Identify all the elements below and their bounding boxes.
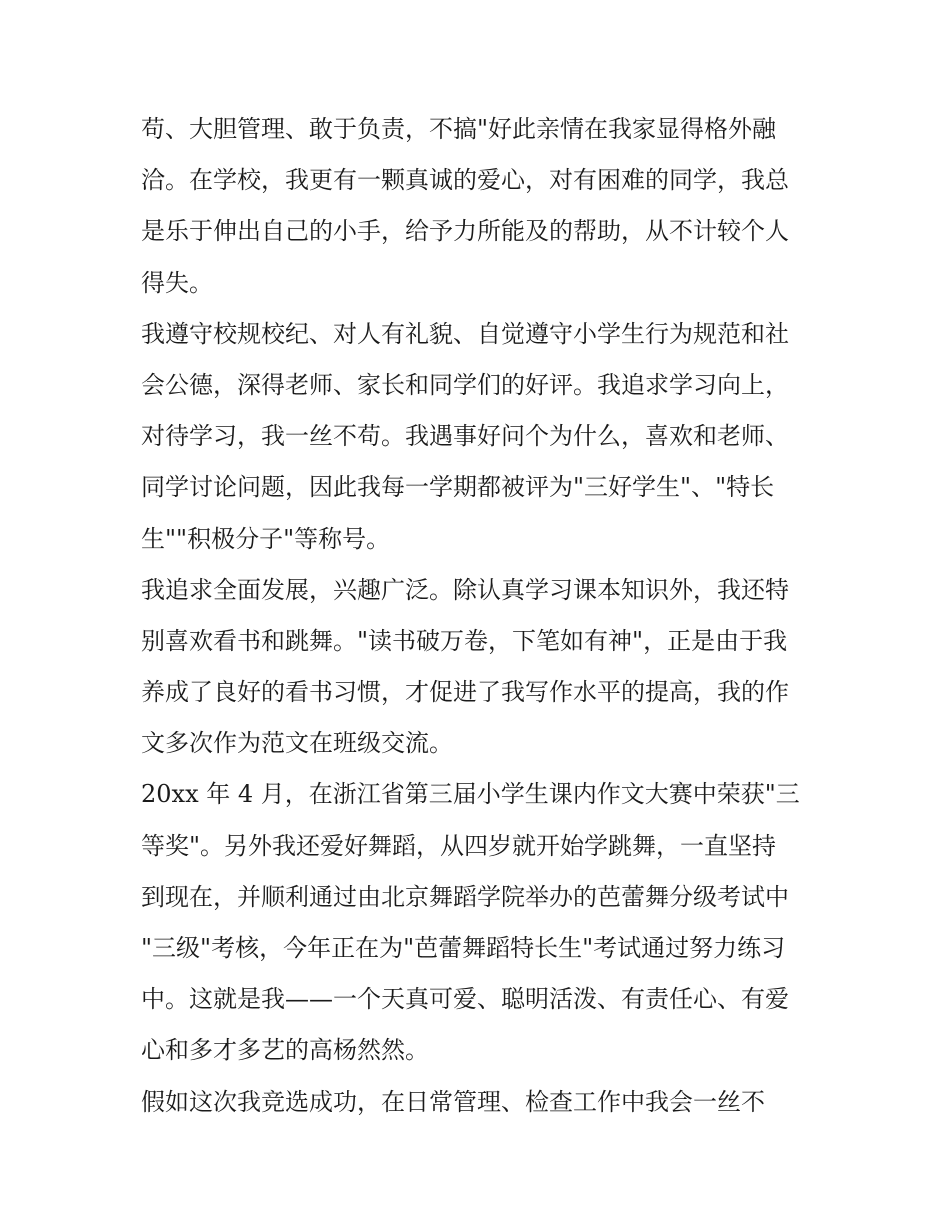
text-line: "三级"考核，今年正在为"芭蕾舞蹈特长生"考试通过努力练习 [141,934,786,962]
text-line: 生""积极分子"等称号。 [141,524,391,553]
text-line: 别喜欢看书和跳舞。"读书破万卷，下笔如有神"，正是由于我 [141,626,788,655]
text-line: 心和多才多艺的高杨然然。 [141,1036,429,1065]
text-line: 文多次作为范文在班级交流。 [141,729,453,758]
text-line: 等奖"。另外我还爱好舞蹈，从四岁就开始学跳舞，一直坚持 [141,831,777,860]
text-line: 洽。在学校，我更有一颗真诚的爱心，对有困难的同学，我总 [141,166,789,195]
text-line: 假如这次我竞选成功，在日常管理、检查工作中我会一丝不 [141,1087,765,1116]
text-line: 到现在，并顺利通过由北京舞蹈学院举办的芭蕾舞分级考试中 [141,882,789,911]
text-line: 我追求全面发展，兴趣广泛。除认真学习课本知识外，我还特 [141,575,789,604]
text-line: 我遵守校规校纪、对人有礼貌、自觉遵守小学生行为规范和社 [141,319,789,348]
body-text [141,104,831,1128]
text-line: 中。这就是我——一个天真可爱、聪明活泼、有责任心、有爱 [141,985,789,1014]
text-line: 是乐于伸出自己的小手，给予力所能及的帮助，从不计较个人 [141,217,789,246]
text-line: 养成了良好的看书习惯，才促进了我写作水平的提高，我的作 [141,678,789,707]
text-line: 得失。 [141,268,213,297]
text-line: 苟、大胆管理、敢于负责，不搞"好此亲情在我家显得格外融 [141,115,777,143]
text-line: 会公德，深得老师、家长和同学们的好评。我追求学习向上， [141,370,789,399]
text-line: 20xx 年 4 月，在浙江省第三届小学生课内作文大赛中荣获"三 [141,780,800,809]
text-line: 同学讨论问题，因此我每一学期都被评为"三好学生"、"特长 [141,473,775,502]
text-line: 对待学习，我一丝不苟。我遇事好问个为什么，喜欢和老师、 [141,422,789,451]
